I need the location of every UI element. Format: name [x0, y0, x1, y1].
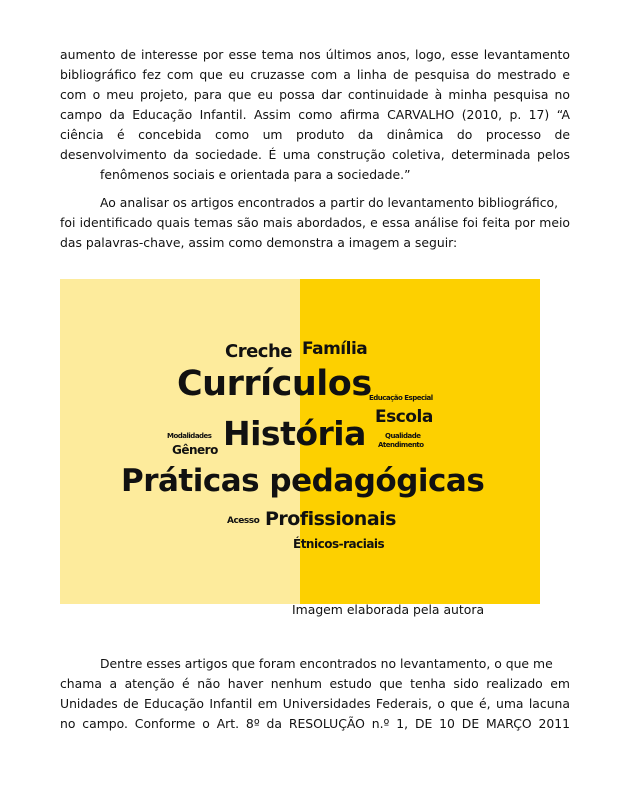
paragraph-line: no campo. Conforme o Art. 8º da RESOLUÇÃO n.º 1, DE 10 DE MARÇO 2011 [60, 716, 570, 731]
paragraph-line: Ao analisar os artigos encontrados a partir do levantamento bibliográfico, [100, 195, 559, 210]
word-educacao-especial: Educação Especial [369, 394, 433, 402]
word-profissionais: Profissionais [265, 508, 396, 530]
word-curriculos: Currículos [177, 364, 372, 404]
paragraph-line: das palavras-chave, assim como demonstra a imagem a seguir: [60, 235, 458, 250]
word-etnicos-raciais: Étnicos-raciais [293, 537, 385, 551]
paragraph-3 [60, 654, 570, 734]
paragraph-line: Unidades de Educação Infantil em Universidades Federais, o que é, uma lacuna [60, 696, 570, 711]
image-caption: Imagem elaborada pela autora [292, 602, 485, 617]
paragraph-line: ciência é concebida como um produto da dinâmica do processo de [60, 127, 570, 142]
word-historia: História [223, 414, 366, 453]
word-escola: Escola [375, 407, 433, 427]
word-acesso: Acesso [227, 516, 260, 526]
paragraph-line: aumento de interesse por esse tema nos últimos anos, logo, esse levantamento [60, 47, 570, 62]
paragraph-line: Dentre esses artigos que foram encontrados no levantamento, o que me [100, 656, 553, 671]
paragraph-line: chama a atenção é não haver nenhum estudo que tenha sido realizado em [60, 676, 570, 691]
paragraph-line: fenômenos sociais e orientada para a sociedade.” [100, 167, 411, 182]
word-creche: Creche [225, 341, 292, 362]
paragraph-line: campo da Educação Infantil. Assim como afirma CARVALHO (2010, p. 17) “A [60, 107, 570, 122]
word-modalidades: Modalidades [167, 432, 212, 440]
word-cloud-image [60, 279, 540, 604]
word-praticas-pedagogicas: Práticas pedagógicas [121, 463, 485, 499]
word-qualidade: Qualidade [385, 432, 421, 440]
paragraph-1 [60, 45, 570, 185]
paragraph-line: desenvolvimento da sociedade. É uma construção coletiva, determinada pelos [60, 147, 570, 162]
paragraph-2 [60, 193, 570, 253]
paragraph-line: foi identificado quais temas são mais abordados, e essa análise foi feita por meio [60, 215, 570, 230]
word-genero: Gênero [172, 443, 218, 457]
paragraph-line: bibliográfico fez com que eu cruzasse com a linha de pesquisa do mestrado e [60, 67, 570, 82]
word-atendimento: Atendimento [378, 441, 424, 449]
word-familia: Família [302, 339, 368, 359]
paragraph-line: com o meu projeto, para que eu possa dar continuidade à minha pesquisa no [60, 87, 570, 102]
